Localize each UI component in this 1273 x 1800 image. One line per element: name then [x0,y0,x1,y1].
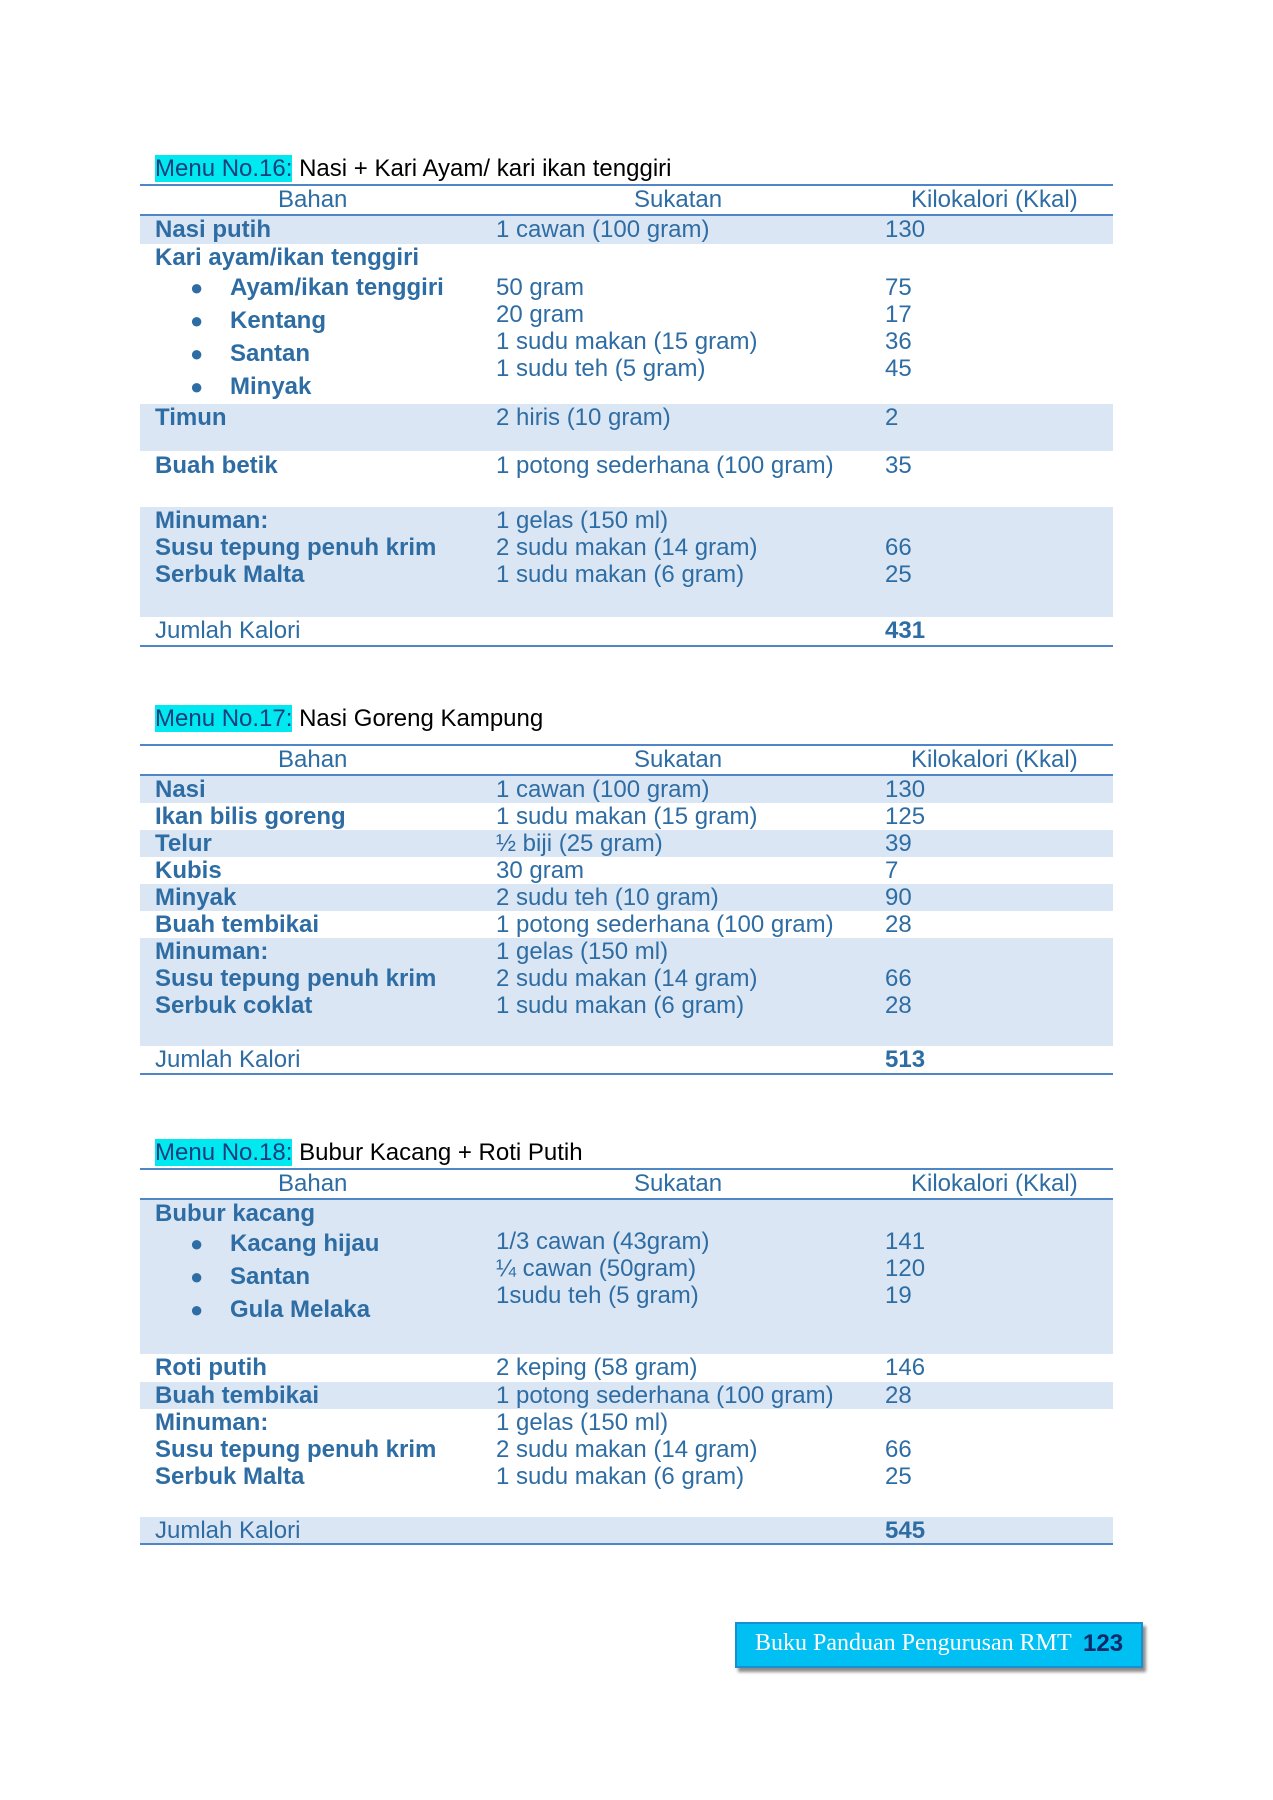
menu-16-name: Nasi + Kari Ayam/ kari ikan tenggiri [292,155,672,182]
header-kkal: Kilokalori (Kkal) [911,746,1078,773]
item-kcal: 2 [885,404,899,431]
item-kcal: 66 [885,965,912,992]
item-name: Buah betik [155,452,278,479]
item-measure: 2 sudu teh (10 gram) [496,884,719,911]
item-name: Serbuk coklat [155,992,313,1019]
item-name: Buah tembikai [155,1382,320,1409]
table-row [140,1382,1113,1409]
item-measure: ½ biji (25 gram) [496,830,663,857]
table-row [140,911,1113,938]
item-kcal: 7 [885,857,899,884]
item-kcal: 130 [885,216,926,243]
bullet-icon: ● [190,275,204,300]
item-measure: 2 sudu makan (14 gram) [496,1436,758,1463]
item-kcal: 28 [885,992,912,1019]
header-bahan: Bahan [278,746,348,773]
table-row [140,507,1113,617]
item-name: Nasi [155,776,206,803]
table-row [140,1200,1113,1354]
total-kcal: 431 [885,617,926,644]
table-row [140,938,1113,1046]
sub-item-name: Santan [230,1263,311,1290]
item-measure: 1 gelas (150 ml) [496,938,669,965]
item-kcal: 39 [885,830,912,857]
table-row [140,884,1113,911]
item-measure: 1 potong sederhana (100 gram) [496,452,834,479]
menu-16-label: Menu No.16: [155,155,293,182]
item-kcal: 90 [885,884,912,911]
item-name: Minuman: [155,938,269,965]
item-kcal: 25 [885,1463,912,1490]
header-sukatan: Sukatan [634,1170,723,1197]
footer-title: Buku Panduan Pengurusan RMT [755,1630,1072,1656]
header-sukatan: Sukatan [634,186,723,213]
item-kcal: 28 [885,911,912,938]
item-kcal: 35 [885,452,912,479]
item-name: Kari ayam/ikan tenggiri [155,244,420,271]
item-kcal: 120 [885,1255,926,1282]
item-name: Susu tepung penuh krim [155,1436,437,1463]
item-name: Timun [155,404,227,431]
item-measure: 1 potong sederhana (100 gram) [496,1382,834,1409]
item-kcal: 146 [885,1354,926,1381]
sub-item-name: Minyak [230,373,312,400]
total-row [140,617,1113,645]
bullet-icon: ● [190,1297,204,1322]
menu-17-table [140,744,1113,1075]
item-kcal: 19 [885,1282,912,1309]
menu-18-name: Bubur Kacang + Roti Putih [292,1139,583,1166]
header-bahan: Bahan [278,186,348,213]
item-measure: 1/3 cawan (43gram) [496,1228,710,1255]
menu-16-title [155,154,671,184]
table-header [140,1170,1113,1200]
menu-17-label: Menu No.17: [155,705,293,732]
item-measure: 1 sudu makan (6 gram) [496,561,745,588]
item-kcal: 25 [885,561,912,588]
item-name: Ikan bilis goreng [155,803,346,830]
table-row [140,857,1113,884]
item-measure: 1 cawan (100 gram) [496,776,710,803]
item-kcal: 28 [885,1382,912,1409]
item-measure: 1 potong sederhana (100 gram) [496,911,834,938]
table-row [140,216,1113,244]
total-kcal: 545 [885,1517,926,1544]
item-name: Serbuk Malta [155,561,305,588]
total-label: Jumlah Kalori [155,617,301,644]
menu-18-title [155,1138,583,1168]
sub-item-name: Santan [230,340,311,367]
menu-17-title [155,704,543,734]
bullet-icon: ● [190,1231,204,1256]
item-name: Minuman: [155,1409,269,1436]
table-row [140,1354,1113,1382]
footer-box [735,1622,1143,1668]
total-label: Jumlah Kalori [155,1046,301,1073]
item-measure: 20 gram [496,301,585,328]
item-measure: 1 sudu makan (6 gram) [496,1463,745,1490]
menu-17-name: Nasi Goreng Kampung [292,705,544,732]
table-row [140,830,1113,857]
header-kkal: Kilokalori (Kkal) [911,1170,1078,1197]
item-measure: 30 gram [496,857,585,884]
item-name: Serbuk Malta [155,1463,305,1490]
item-measure: 50 gram [496,274,585,301]
item-measure: 2 sudu makan (14 gram) [496,534,758,561]
sub-item-name: Kacang hijau [230,1230,380,1257]
footer-banner [735,1622,1145,1670]
item-kcal: 66 [885,534,912,561]
item-measure: 2 sudu makan (14 gram) [496,965,758,992]
table-row [140,803,1113,830]
item-kcal: 66 [885,1436,912,1463]
item-name: Kubis [155,857,222,884]
item-name: Roti putih [155,1354,267,1381]
item-measure: 1 sudu teh (5 gram) [496,355,706,382]
item-measure: 1 gelas (150 ml) [496,1409,669,1436]
bullet-icon: ● [190,374,204,399]
menu-18-table [140,1168,1113,1545]
item-kcal: 130 [885,776,926,803]
item-kcal: 125 [885,803,926,830]
table-header [140,186,1113,216]
total-row [140,1046,1113,1073]
item-measure: 1 gelas (150 ml) [496,507,669,534]
table-row [140,404,1113,451]
item-name: Minyak [155,884,237,911]
bullet-icon: ● [190,308,204,333]
bullet-icon: ● [190,1264,204,1289]
item-measure: 1 cawan (100 gram) [496,216,710,243]
menu-16-table [140,184,1113,647]
total-label: Jumlah Kalori [155,1517,301,1544]
item-name: Minuman: [155,507,269,534]
item-name: Telur [155,830,212,857]
item-measure: ¼ cawan (50gram) [496,1255,697,1282]
item-name: Bubur kacang [155,1200,316,1227]
item-measure: 1 sudu makan (6 gram) [496,992,745,1019]
table-row [140,1409,1113,1517]
bullet-icon: ● [190,341,204,366]
item-kcal: 36 [885,328,912,355]
item-measure: 2 keping (58 gram) [496,1354,698,1381]
total-kcal: 513 [885,1046,926,1073]
item-name: Susu tepung penuh krim [155,965,437,992]
page-number: 123 [1083,1630,1124,1657]
table-header [140,746,1113,776]
item-measure: 1 sudu makan (15 gram) [496,328,758,355]
item-measure: 2 hiris (10 gram) [496,404,671,431]
table-row [140,451,1113,507]
sub-item-name: Ayam/ikan tenggiri [230,274,444,301]
table-row [140,776,1113,803]
header-sukatan: Sukatan [634,746,723,773]
item-measure: 1 sudu makan (15 gram) [496,803,758,830]
item-name: Buah tembikai [155,911,320,938]
item-name: Susu tepung penuh krim [155,534,437,561]
item-kcal: 141 [885,1228,926,1255]
total-row [140,1517,1113,1543]
sub-item-name: Kentang [230,307,326,334]
sub-item-name: Gula Melaka [230,1296,371,1323]
item-name: Nasi putih [155,216,272,243]
header-bahan: Bahan [278,1170,348,1197]
menu-18-label: Menu No.18: [155,1139,293,1166]
table-row [140,244,1113,404]
item-kcal: 75 [885,274,912,301]
item-measure: 1sudu teh (5 gram) [496,1282,699,1309]
item-kcal: 17 [885,301,912,328]
item-kcal: 45 [885,355,912,382]
header-kkal: Kilokalori (Kkal) [911,186,1078,213]
